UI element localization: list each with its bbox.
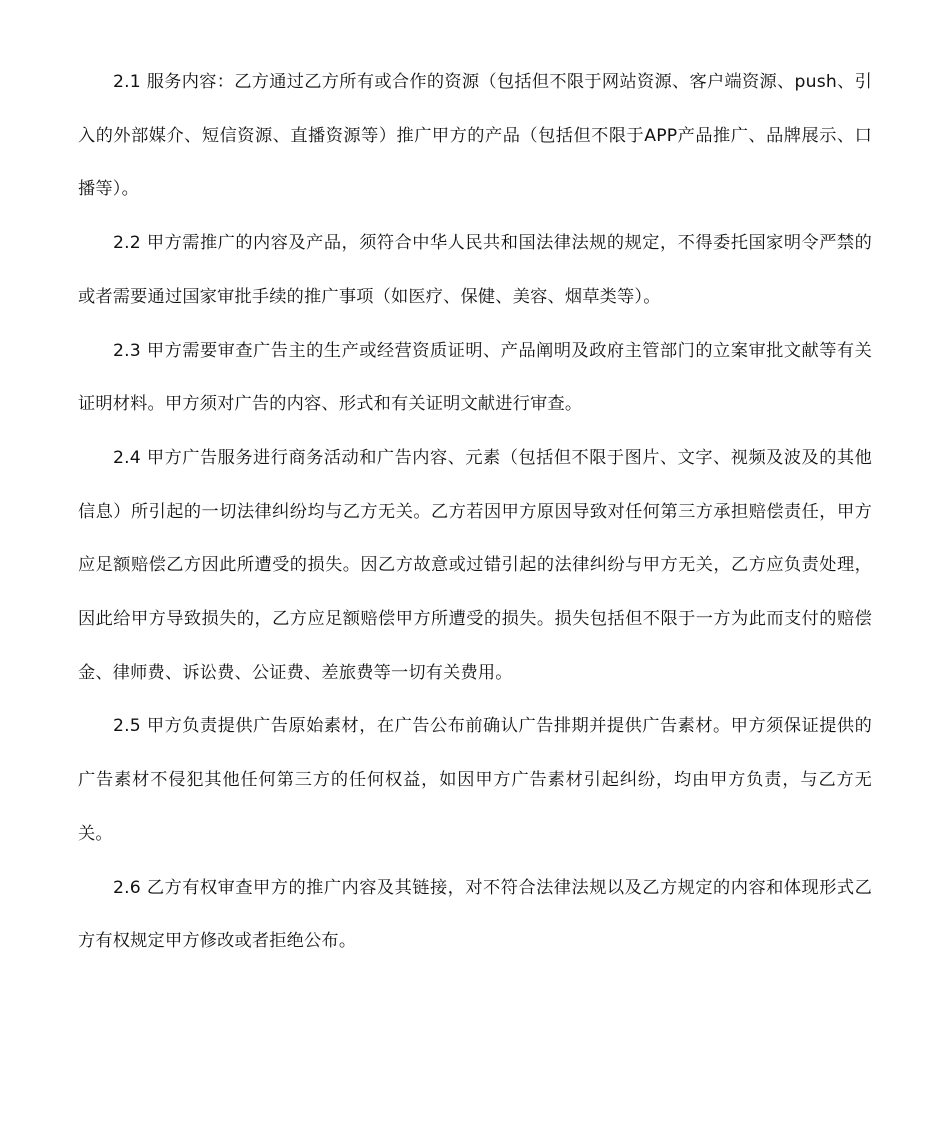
clause-2-5: 2.5 甲方负责提供广告原始素材，在广告公布前确认广告排期并提供广告素材。甲方须保证提供的广告素材不侵犯其他任何第三方的任何权益，如因甲方广告素材引起纠纷，均由甲方负责，与乙方无关。 — [78, 716, 872, 844]
clause-2-6: 2.6 乙方有权审查甲方的推广内容及其链接，对不符合法律法规以及乙方规定的内容和体现形式乙方有权规定甲方修改或者拒绝公布。 — [78, 877, 872, 952]
clause-2-3: 2.3 甲方需要审查广告主的生产或经营资质证明、产品阐明及政府主管部门的立案审批文献等有关证明材料。甲方须对广告的内容、形式和有关证明文献进行审查。 — [78, 340, 872, 415]
clause-2-1: 2.1 服务内容：乙方通过乙方所有或合作的资源（包括但不限于网站资源、客户端资源、push、引入的外部媒介、短信资源、直播资源等）推广甲方的产品（包括但不限于APP产品推广、品牌展示、口播等）。 — [78, 72, 872, 200]
clause-2-2: 2.2 甲方需推广的内容及产品，须符合中华人民共和国法律法规的规定，不得委托国家明令严禁的或者需要通过国家审批手续的推广事项（如医疗、保健、美容、烟草类等）。 — [78, 233, 872, 307]
clause-2-4: 2.4 甲方广告服务进行商务活动和广告内容、元素（包括但不限于图片、文字、视频及波及的其他信息）所引起的一切法律纠纷均与乙方无关。乙方若因甲方原因导致对任何第三方承担赔偿责任，甲方应足额赔偿乙方因此所遭受的损失。因乙方故意或过错引起的法律纠纷与甲方无关，乙方应负责处理，因此给甲方导致损失的，乙方应足额赔偿甲方所遭受的损失。损失包括但不限于一方为此而支付的赔偿金、律师费、诉讼费、公证费、差旅费等一切有关费用。 — [78, 447, 872, 683]
document-page — [78, 56, 872, 969]
